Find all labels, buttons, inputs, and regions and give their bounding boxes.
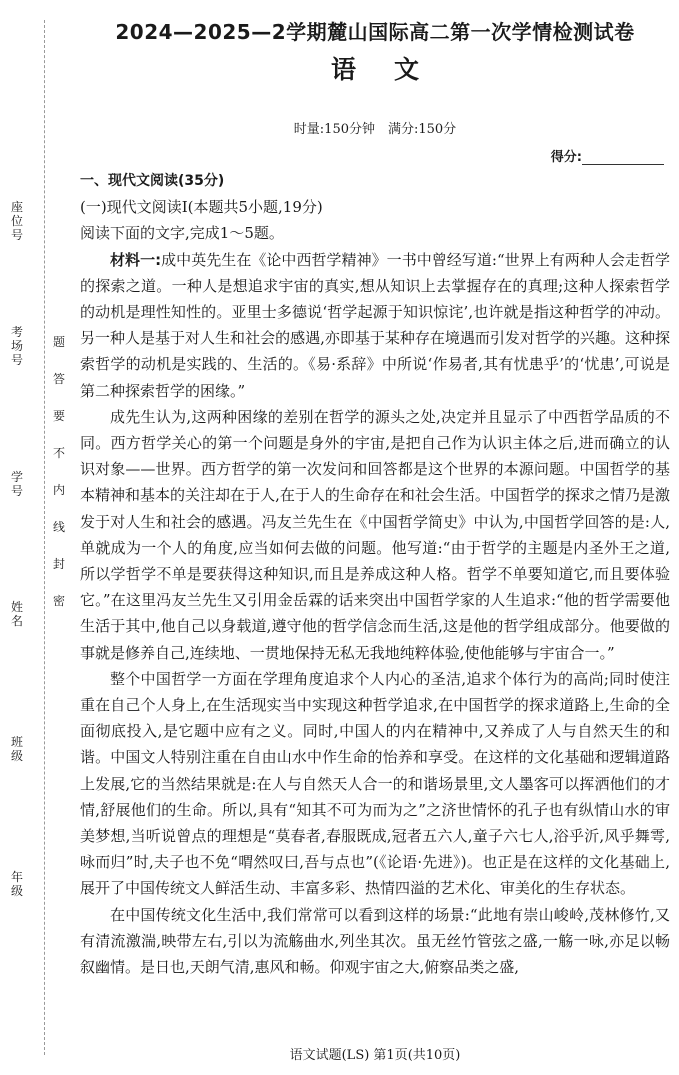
score-label: 得分: — [550, 150, 582, 165]
seat-number-label: 座位号 — [10, 200, 23, 242]
paragraph: 在中国传统文化生活中,我们常常可以看到这样的场景:“此地有崇山峻岭,茂林修竹,又有清流激湍,映带左右,引以为流觞曲水,列坐其次。虽无丝竹管弦之盛,一觞一咏,亦足以畅叙幽情。是日也,天朗气清,惠风和畅。仰观宇宙之大,俯察品类之盛, — [80, 905, 670, 977]
section-heading: 一、现代文阅读(35分) — [80, 173, 225, 189]
paragraph: 材料一:成中英先生在《论中西哲学精神》一书中曾经写道:“世界上有两种人会走哲学的探索之道。一种人是想追求宇宙的真实,想从知识上去掌握存在的真理;这种人探索哲学的动机是理性知性的。亚里士多德说‘哲学起源于知识惊诧’,也许就是指这种哲学的冲动。另一种人是基于对人生和社会的感遇,亦即基于某种存在境遇而引发对哲学的兴趣。这种探索哲学的动机是实践的、生活的。《易·系辞》中所说‘作易者,其有忧患乎’的‘忧患’,可说是第二种探索哲学的困缘。” — [80, 250, 670, 400]
exam-room-label: 考场号 — [10, 325, 23, 367]
subject-title: 语文 — [330, 55, 457, 84]
score-field — [551, 146, 664, 165]
student-id-label: 学号 — [10, 470, 23, 498]
binding-margin — [0, 0, 72, 1075]
seal-line — [44, 20, 45, 1055]
class-label: 班级 — [10, 735, 23, 763]
page-footer: 语文试题(LS) 第1页(共10页) — [289, 1048, 461, 1063]
time-score-info: 时量:150分钟 满分:150分 — [293, 122, 457, 137]
material-label: 材料一: — [110, 250, 162, 269]
paragraph: 成先生认为,这两种困缘的差别在哲学的源头之处,决定并且显示了中西哲学品质的不同。西方哲学关心的第一个问题是身外的宇宙,是把自己作为认识主体之后,进而确立的认识对象——世界。西方哲学的第一次发问和回答都是这个世界的本源问题。中国哲学的基本精神和基本的关注却在于人,在于人的生命存在和社会生活。中国哲学的探求之情乃是激发于对人生和社会的感遇。冯友兰先生在《中国哲学简史》中认为,中国哲学回答的是:人,单就成为一个人的角度,应当如何去做的问题。他写道:“由于哲学的主题是内圣外王之道,所以学哲学不单是要获得这种知识,而且是养成这种人格。哲学不单要知道它,而且要体验它。”在这里冯友兰先生又引用金岳霖的话来突出中国哲学家的人生追求:“他的哲学需要他生活于其中,他自己以身载道,遵守他的哲学信念而生活,这是他的哲学组成部分。他要做的事就是修养自己,连续地、一贯地保持无私无我地纯粹体验,使他能够与宇宙合一。” — [80, 407, 670, 662]
sub-heading: (一)现代文阅读Ⅰ(本题共5小题,19分) — [80, 198, 323, 217]
name-label: 姓名 — [10, 600, 23, 628]
grade-label: 年级 — [10, 870, 23, 898]
paragraph: 整个中国哲学一方面在学理角度追求个人内心的圣洁,追求个体行为的高尚;同时使注重在自己个人身上,在生活现实当中实现这种哲学追求,在中国哲学的探求道路上,生命的全面彻底投入,是它题中应有之义。同时,中国人的内在精神中,又养成了人与自然天生的和谐。中国文人特别注重在自由山水中作生命的怡养和享受。在这样的文化基础和逻辑道路上发展,它的当然结果就是:在人与自然天人合一的和谐场景里,文人墨客可以挥洒他们的才情,舒展他们的生命。所以,具有“知其不可为而为之”之济世情怀的孔子也有纵情山水的审美梦想,当听说曾点的理想是“莫春者,春服既成,冠者五六人,童子六七人,浴乎沂,风乎舞雩,咏而归”时,夫子也不免“喟然叹曰,吾与点也”(《论语·先进》)。也正是在这样的文化基础上,展开了中国传统文人鲜活生动、丰富多彩、热情四溢的艺术化、审美化的生存状态。 — [80, 669, 670, 898]
instruction: 阅读下面的文字,完成1～5题。 — [80, 224, 284, 243]
seal-notice: 题 答 要 不 内 线 封 密 — [52, 335, 65, 608]
reading-section — [80, 168, 670, 980]
exam-title: 2024—2025—2学期麓山国际高二第一次学情检测试卷 — [115, 20, 635, 44]
score-blank — [582, 150, 664, 165]
